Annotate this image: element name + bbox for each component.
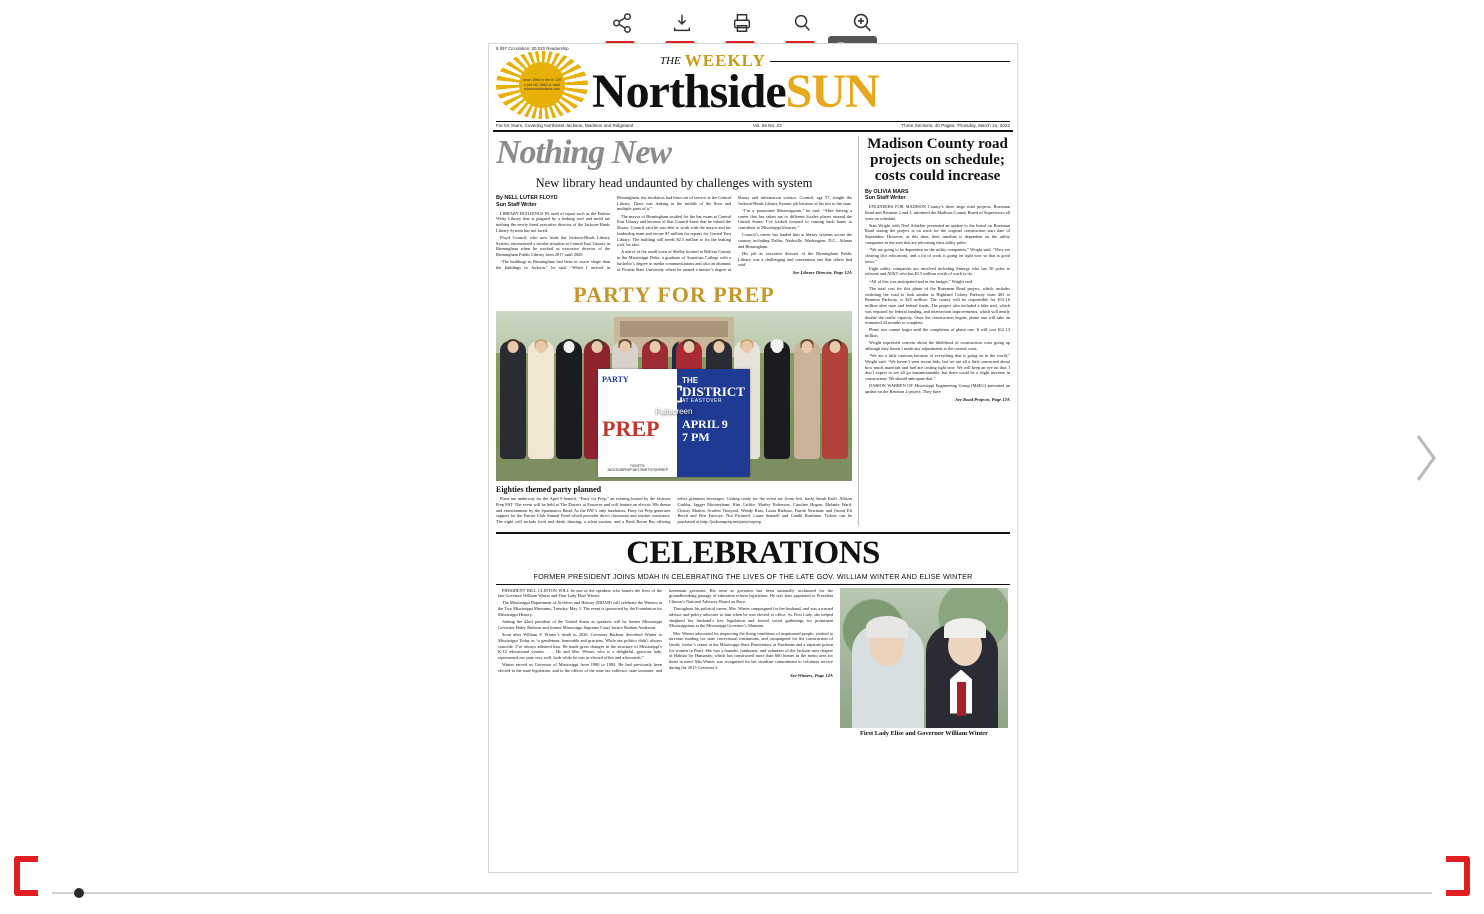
celebrations-body (498, 588, 833, 679)
poster-tickets: TICKETS: JACKSONPREP.NET/PARTYFORPREP (607, 464, 668, 473)
lead-para: His job as executive director of the Birmingham Public Library was a challenging and contentious one that others had said. (738, 250, 852, 268)
poster-date: APRIL 9 (682, 417, 728, 432)
lead-para: The mayor of Birmingham studied for the bar exam at Central East Library and because of that Council knew that he valued the library. Council said he was able to work with the mayor and his leadership team and secure $7 million for repairs for Central East Library. The building still needs $2.5 million to fix the leaking roof, he said. (617, 213, 731, 248)
masthead-meta (493, 122, 1013, 132)
lead-para: LIBRARY BUILDINGS IN need of repair such as the Eudora Welty Library that is plagued by a leaking roof and mold are nothing the newly hired executive director of the Jackson-Hinds Library System has not faced. (496, 210, 610, 233)
chevron-right-icon (1412, 432, 1440, 484)
winters-photo (840, 588, 1008, 728)
side-byline (865, 189, 1010, 203)
lead-para: A native of the small town of Shelby located in Bolivar County in the Mississippi Delta, a graduate of American College with a bachelor’s degree in media communications and also an alumnus of Florida State University where he earned a master’s degree in library and information science, Council, age 57, sought the Jackson-Hinds Library System job because of his ties to the state. (617, 195, 853, 272)
masthead-meta-right: Three Sections, 40 Pages, Thursday, March 24, 2022 (901, 123, 1010, 128)
celebrations-para: Mrs. Winter advocated for improving the living conditions of imprisoned people, worked to increase funding for state correctional institutions, and campaigned for the construction of family visitor’s center at the Mississippi State Penitentiary at Parchman and a separate prison for women in Pearl. She was a founder, fundraiser, and volunteer of the Jackson area chapter of Habitat for Humanity, which has constructed more than 600 homes in the metro area for those in need. Mrs.Winter was recognized for her steadfast commitment to volunteer service during the 2015 Governor’s (669, 630, 833, 670)
nameplate-northside: Northside (592, 65, 786, 118)
print-icon[interactable] (725, 6, 759, 40)
lead-story (496, 136, 852, 526)
poster-the: THE (682, 376, 699, 386)
celebrations-para: Throughout his political career, Mrs. Winter campaigned for her husband, and was a trusted advisor and policy advocate to him when he was elected to office. As First Lady, she helped shepherd her husband’s key legislation and hosted social gatherings for prominent Mississippians at the Mississippi Governor’s Mansion. (669, 606, 833, 629)
poster-party-word: PARTY (602, 375, 629, 385)
prep-photo[interactable] (496, 311, 852, 481)
prep-banner: PARTY FOR PREP (573, 282, 775, 308)
side-headline: Madison County road projects on schedule; costs could increase (867, 136, 1008, 185)
lead-subhead: New library head undaunted by challenges with system (535, 176, 813, 190)
side-para: “We are going to be dependent on the utility companies,” Wright said. “They are clearing (for relocation), and a lot of work is going on right now so that is good news.” (865, 247, 1010, 264)
poster-prep-word: PREP (602, 416, 660, 442)
prep-caption-body (496, 496, 852, 525)
lead-byline-author: By NELL LUTER FLOYD (496, 195, 558, 201)
circulation-line: 9,097 Circulation; 30,020 Readership (496, 46, 569, 51)
prep-caption-text: Plans are underway for the April 9 benefit, “Party for Prep,” an evening hosted by the Jackson Prep PAT. The event will be held at The District at Eastover and will feature an electric 80s theme and entertainment by the Spazmatics Band. As the PAT’s only fundraiser, Party for Prep generates support for the Patriot Club Annual Fund which provides direct classroom and teacher assistance. The night will include food and drink, dancing, a silent auction, and a Back Room Bar offering select premium beverages. Getting ready for the event are (from left, back) Sarah Ezell, Allison Grubbs, Jagger Mooneyham, Kim Griffin, Marley Roberson, Caroline Hogan, Melanie Ward, Christy Marion, Scarlett Vineyard, Wendy Russ, Laura Barbour, Farrah Newman; and (front) Eli Berch and Ben Futvoye. Not Pictured: Laura Stansell and Cambi Burnham. Tickets can be purchased at http://jacksonprep.net/partyforprep. (496, 496, 852, 525)
celebrations-para: PRESIDENT BILL CLINTON WILL be one of the speakers who honors the lives of the late Governor William Winter and First Lady Elise Winter. (498, 587, 662, 599)
side-para: ENGINEERS FOR MADISON County’s three large road projects, Bozeman Road and Reunion 2 and 3, informed the Madison County Board of Supervisors all were on schedule. (865, 204, 1010, 221)
side-byline-author: By OLIVIA MARS (865, 188, 909, 195)
zoom-icon[interactable] (845, 6, 879, 40)
prep-caption-headline: Eighties themed party planned (496, 485, 602, 495)
celebrations-deck: FORMER PRESIDENT JOINS MDAH IN CELEBRATING THE LIVES OF THE LATE GOV. WILLIAM WINTER AND ELISE WINTER (496, 572, 1010, 585)
lead-byline (496, 195, 610, 209)
side-para: DARION WARREN OF Mississippi Engineering Group (MSEG) presented an update on the Reunion 2 project. They have (865, 383, 1010, 395)
celebrations-para: The Mississippi Department of Archives and History (MDAH) will celebrate the Winters at the Two Mississippi Museums, Tuesday, May 3. The event is sponsored by the Foundation for Mississippi History. (498, 600, 662, 617)
winters-photo-block (840, 588, 1008, 737)
celebrations-jumpline[interactable]: See Winters, Page 12A (790, 672, 833, 678)
scrubber-track[interactable] (52, 892, 1432, 894)
side-byline-role: Sun Staff Writer (865, 195, 906, 202)
lead-para: “I’m a passionate Mississippian,” he said. “After having a career that has taken me to different locales places around the United States, I’ve looked forward to coming back home to contribute to Mississippi libraries.” (738, 207, 852, 231)
poster-at-eastover: AT EASTOVER (682, 398, 723, 405)
side-para: “All of this was anticipated and in the budget,” Wright said. (869, 278, 973, 284)
search-icon[interactable] (785, 6, 819, 40)
side-para: “We are a little cautious because of everything that is going on in the world,” Wright said. “We haven’t seen recent bids, but we are all a little concerned about how much materials and fuel are costing right now. We will keep an eye on that. I don’t expect to see all go insurmountable, but there could be a slight increase in construction. We should anticipate that.” (865, 353, 1010, 382)
masthead-weekly: WEEKLY (684, 51, 766, 70)
masthead-meta-center: Vol. 55 No. 23 (752, 123, 782, 128)
lead-para: “The buildings in Birmingham had been in worse shape than the buildings in Jackson,” he said. “When I arrived in Birmingham, the escalators had been out of service at the Central Library. There was leaking in the middle of the floor and multiple parts of it.” (496, 195, 731, 270)
next-page-button[interactable] (1412, 432, 1440, 484)
poster-time: 7 PM (682, 429, 710, 444)
lead-jumpline[interactable]: See Library Director, Page 12A (792, 270, 852, 276)
front-page-content (493, 132, 1013, 526)
scrubber-right-bracket[interactable] (1446, 856, 1470, 896)
poster-district: DISTRICT (682, 384, 745, 400)
side-para: Phase two cannot begin until the completion of phase one. It will cost $12-13 million. (865, 327, 1010, 339)
scrubber-thumb[interactable] (74, 888, 84, 898)
celebrations-section (496, 532, 1010, 737)
celebrations-para: Soon after William F. Winter’s death in 2020, Governor Barbour described Winter to Mississippi Today as “a gentleman, honorable and gracious. While our politics didn’t always coincide, I’ve always admired him. He made great changes in the structure of Mississippi’s K-12 educational system . . . He and Mrs. Winter, who is a delightful, gracious lady, represented our state very well, both while he was in elected office and afterwards.” (498, 632, 662, 660)
viewer-toolbar (0, 0, 1484, 46)
sunburst-logo (496, 51, 588, 119)
scrubber-left-bracket[interactable] (14, 856, 38, 896)
sunburst-text: since 1966 in the m 310 s put NO 1562 or read shortcontributions.com (519, 62, 565, 108)
masthead-nameplate (592, 65, 1010, 118)
masthead (493, 51, 1013, 119)
celebrations-para: Winter served as Governor of Mississippi from 1980 to 1984. He had previously been elected to the state legislature, and to the offices of the state tax collector, state treasurer, and lieutenant governor. His term as governor has been nationally acclaimed for the groundbreaking passage of education reform legislation. He was later appointed to President Clinton’s National Advisory Board on Race. (498, 587, 833, 673)
lead-headline: Nothing New (496, 134, 672, 171)
side-para: Wright expressed concern about the likelihood of construction costs going up although they haven’t made any adjustments to the current costs. (865, 340, 1010, 352)
masthead-the: THE (660, 55, 681, 67)
prep-event-poster (598, 369, 750, 477)
side-para: Stan Wright with Neel Schaffer presented an update to the board on Bozeman Road stating the project is on track for the original construction start date of September. However, at this time, their timeline is dependent on the utility companies in the area that are relocating their utility poles. (865, 222, 1010, 245)
nameplate-sun: SUN (785, 65, 879, 118)
side-body (865, 204, 1010, 403)
download-icon[interactable] (665, 6, 699, 40)
share-icon[interactable] (605, 6, 639, 40)
side-para: Eight utility companies are involved including Entergy who has 50 poles to relocate and AT&T who has $1.5 million worth of work to do. (865, 265, 1010, 277)
page-scrubber[interactable] (0, 858, 1484, 914)
masthead-meta-left: For 54 Years, Covering Northeast Jackson, Madison and Ridgeland (496, 123, 634, 128)
winters-photo-caption: First Lady Elise and Governor William Winter (860, 729, 988, 737)
side-para: The total cost for this phase of the Bozeman Road project, which includes widening the road to look similar to Highland Colony Parkway from 463 to Reunion Parkway, is $25 million. The county will be responsible for $15-16 million after state and federal funds. The project also included a bike trail, which was required for federal funding, and intersection improvements, which will nearly double the traffic capacity. Once the construction begins, phase one will take an estimated 24 months to complete. (865, 285, 1010, 326)
newspaper-page[interactable] (488, 43, 1018, 873)
lead-para: Floyd Council, who now leads the Jackson-Hinds Library System, encountered a similar situation at Central East Library in Birmingham when he worked as executive director of the Birmingham Public Library from 2017 until 2020. (496, 234, 610, 258)
side-story (858, 136, 1010, 526)
lead-para: Council’s career has landed him at library systems across the country including Dallas, Nashville, Washington, D.C., Atlanta and Birmingham. (738, 232, 852, 249)
masthead-rule (770, 61, 1010, 62)
celebrations-para: Joining the 42nd president of the United States as speakers will be former Mississippi Governor Haley Barbour and former Mississippi Supreme Court Justice Reuben Anderson. (498, 619, 662, 630)
lead-byline-role: Sun Staff Writer (496, 201, 537, 208)
celebrations-title: CELEBRATIONS (626, 534, 880, 571)
fullscreen-label: Fullscreen (655, 406, 693, 416)
side-jumpline[interactable]: See Road Projects, Page 12A (955, 396, 1010, 402)
